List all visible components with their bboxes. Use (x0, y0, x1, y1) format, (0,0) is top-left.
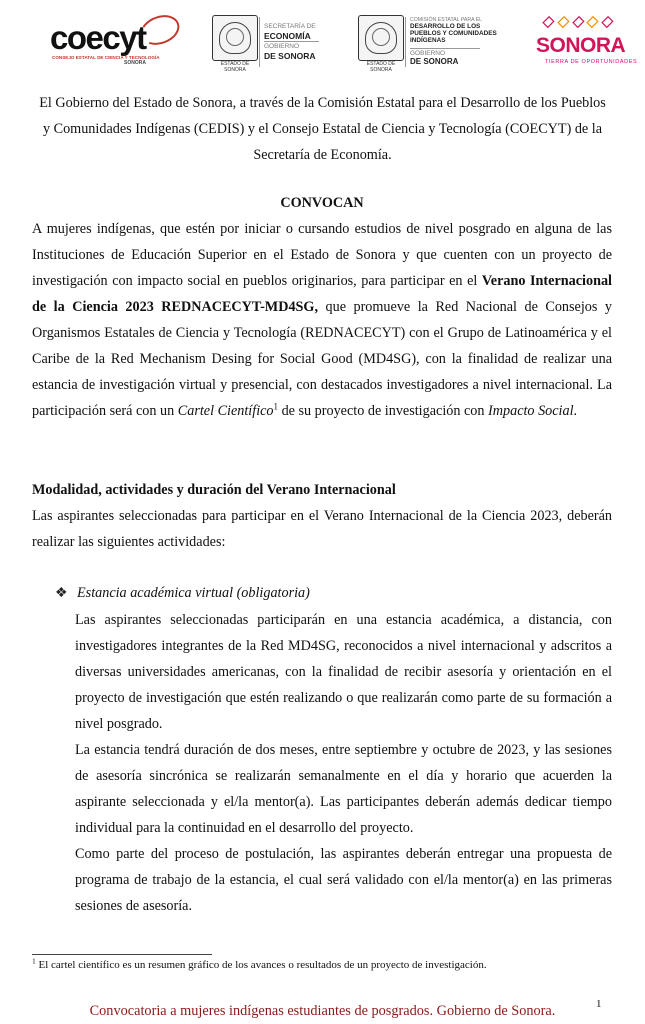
footnote-ref: 1 (273, 401, 279, 412)
cedis-line2c: INDÍGENAS (410, 37, 446, 44)
bullet-item (55, 580, 310, 606)
footnote-mark: 1 (32, 956, 36, 966)
state-seal-icon (212, 15, 258, 61)
cedis-logo (356, 13, 497, 73)
main-text-3: de su proyecto de investigación con (278, 403, 489, 419)
diamond-bullet-icon: ❖ (55, 585, 68, 601)
economia-line1: SECRETARÍA DE (264, 23, 316, 30)
main-text-4: . (573, 403, 578, 419)
coecyt-state: SONORA (124, 60, 146, 66)
seal-caption: ESTADO DE SONORA (366, 61, 396, 73)
cedis-line2a: DESARROLLO DE LOS (410, 23, 481, 30)
cedis-line2b: PUEBLOS Y COMUNIDADES (410, 30, 497, 37)
bullet-paragraph-3: Como parte del proceso de postulación, las aspirantes deberán entregar una propuesta de programa de trabajo de la estancia, el cual será validado con el/la mentor(a) en las primeras sesiones de asesoría. (75, 846, 612, 914)
footnote-divider (32, 954, 212, 955)
sonora-tagline: TIERRA DE OPORTUNIDADES (545, 59, 638, 65)
seal-caption: ESTADO DE SONORA (220, 61, 250, 73)
convocan-heading: CONVOCAN (280, 195, 364, 211)
state-seal-icon (358, 15, 404, 61)
bullet-paragraph-1: Las aspirantes seleccionadas participarán en una estancia académica, a distancia, con investigadores integrantes de la Red MD4SG, reconocidos a nivel internacional y adscritos a diversas universidades americanas, con la finalidad de recibir asesoría y orientación en el proyecto de investigación que estén realizando o que realizarán como parte de su formación a nivel posgrado. (75, 612, 612, 732)
economia-line4: DE SONORA (264, 51, 316, 61)
page-number: 1 (596, 998, 602, 1010)
coecyt-logo (48, 18, 176, 66)
main-text-1: A mujeres indígenas, que estén por iniciar o cursando estudios de nivel posgrado en alguna de las Instituciones de Educación Superior en el Estado de Sonora y que cuenten con un proyecto de investigación con impacto social en pueblos originarios, para participar en el (32, 221, 612, 289)
sonora-wordmark: SONORA (536, 34, 626, 57)
cartel-cientifico-term: Cartel Científico (177, 403, 274, 419)
section-heading: Modalidad, actividades y duración del Verano Internacional (32, 482, 396, 498)
cedis-line3: GOBIERNO (410, 50, 446, 57)
sonora-logo (536, 14, 638, 74)
cedis-line4: DE SONORA (410, 57, 459, 66)
coecyt-wordmark: coecyt (50, 19, 146, 56)
intro-paragraph: El Gobierno del Estado de Sonora, a través de la Comisión Estatal para el Desarrollo de los Pueblos y Comunidades Indígenas (CEDIS) y el Consejo Estatal de Ciencia y Tecnología (COECYT) de la Secretaría de Economía. (39, 95, 606, 163)
impacto-social-term: Impacto Social (488, 403, 574, 419)
section-text: Las aspirantes seleccionadas para participar en el Verano Internacional de la Ciencia 2023, deberán realizar las siguientes actividades: (32, 508, 612, 550)
secretaria-economia-logo (210, 13, 338, 71)
economia-line2: ECONOMÍA (264, 31, 311, 41)
bullet-paragraph-2: La estancia tendrá duración de dos meses, entre septiembre y octubre de 2023, y las sesiones de asesoría sincrónica se realizarán semanalmente en el día y horario que acuerden la aspirante seleccionada y el/la mentor(a). Las participantes deberán además dedicar tiempo individual para la continuidad en el desarrollo del proyecto. (75, 742, 612, 836)
page-footer: Convocatoria a mujeres indígenas estudiantes de posgrados. Gobierno de Sonora. (89, 1003, 556, 1019)
economia-line3: GOBIERNO (264, 43, 300, 50)
cedis-line1: COMISIÓN ESTATAL PARA EL (410, 17, 483, 23)
bullet-title: Estancia académica virtual (obligatoria) (77, 585, 310, 601)
footnote (32, 958, 612, 972)
footnote-text: El cartel científico es un resumen gráfico de los avances o resultados de un proyecto de investigación. (35, 959, 487, 971)
program-name: Verano Internacional de la Ciencia 2023 REDNACECYT-MD4SG, (32, 273, 612, 315)
coecyt-tagline: CONSEJO ESTATAL DE CIENCIA Y TECNOLOGÍA (52, 55, 160, 60)
main-paragraph (32, 216, 612, 424)
main-text-2: que promueve la Red Nacional de Consejos y Organismos Estatales de Ciencia y Tecnología (REDNACECYT) con el Grupo de Latinoamérica y el Caribe de la Red Mechanism Desing for Social Good (MD4SG), con la finalidad de realizar una estancia de investigación virtual y presencial, con destacados investigadores a nivel internacional. La participación será con un (32, 299, 612, 419)
sonora-pattern-icon (542, 14, 614, 30)
